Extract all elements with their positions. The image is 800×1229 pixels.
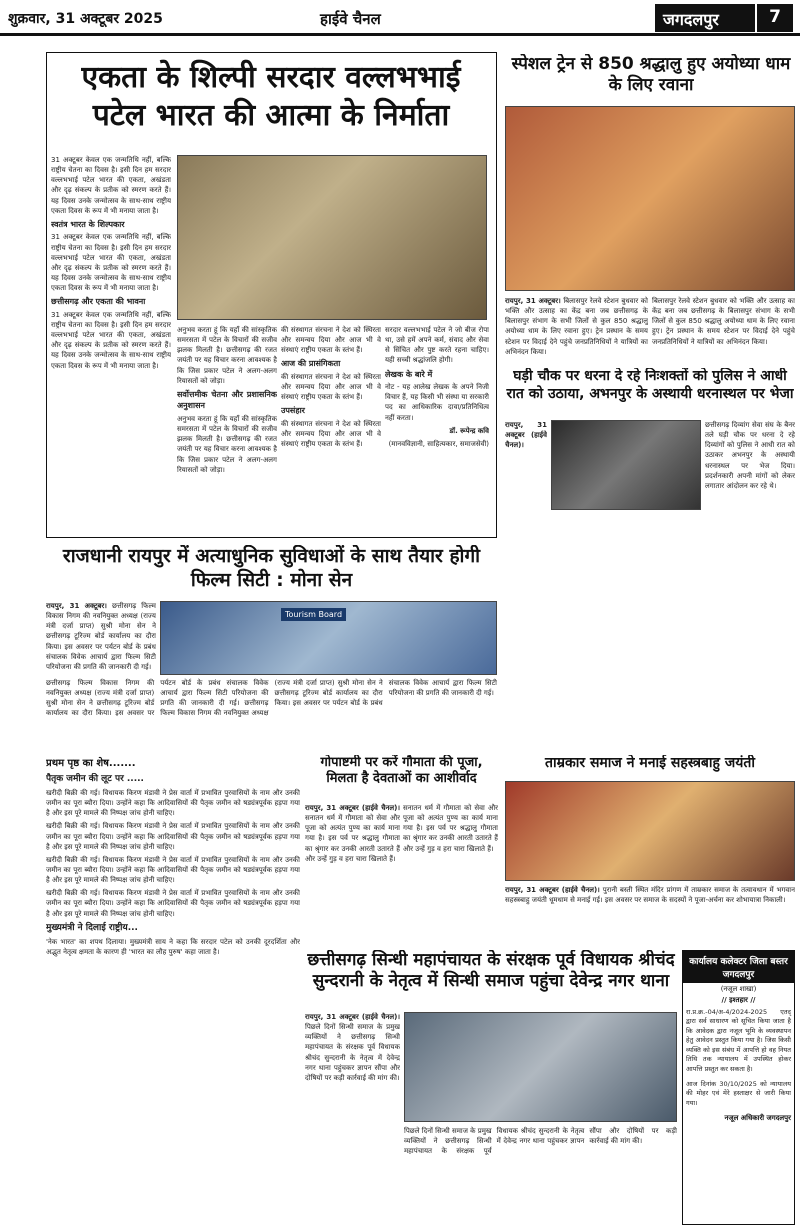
story-sindhi-col1 (305, 1012, 400, 1224)
notice-title: कार्यालय कलेक्टर जिला बस्तर जगदलपुर (683, 951, 794, 983)
story-train-col2 (652, 296, 795, 362)
story-patel-sub6: लेखक के बारे में (385, 369, 433, 379)
protest-photo (551, 420, 701, 510)
story-patel-col4 (385, 325, 489, 535)
story-filmcity-body2: छत्तीसगढ़ फिल्म विकास निगम की नवनियुक्त अध्यक्ष (राज्य मंत्री दर्जा प्राप्त) सुश्री मोना सेन ने छत्तीसगढ़ टूरिज्म बोर्ड कार्यालय का दौरा किया। इस अवसर पर पर्यटन बोर्ड के प्रबंध संचालक विवेक आचार्य द्वारा फिल्म सिटी परियोजना की प्रगति की जानकारी दी गई। (46, 679, 269, 718)
story-patel-col2-text2: अनुभव करता हूं कि यहाँ की सांस्कृतिक समरसता में पटेल के विचारों की सजीव झलक मिलती है। छत्तीसगढ़ की रजत जयंती पर यह विचार करना आवश्यक है कि जिस प्रकार पटेल ने अलग-अलग रियासतों को जोड़ा। (177, 415, 277, 474)
story-continued (46, 755, 300, 1225)
tourism-board-banner: Tourism Board (281, 608, 346, 621)
story-protest-dateline: रायपुर, 31 अक्टूबर (हाईवे चैनल)। (505, 421, 547, 450)
train-departure-photo (505, 106, 795, 291)
story-patel-col3-text3: की संस्थागत संरचना ने देश को स्थिरता और समन्वय दिया और आज भी वे संस्थाएं राष्ट्रीय एकता के स्तंभ हैं। (281, 420, 381, 449)
sindhi-delegation-photo (404, 1012, 677, 1122)
story-patel-col3 (281, 325, 381, 535)
story-protest-body: छत्तीसगढ़ दिव्यांग सेवा संघ के बैनर तले घड़ी चौक पर धरना दे रहे दिव्यांगों को पुलिस ने आधी रात को उठाकर अभनपुर के अस्थायी धरनास्थल पर भेज दिया। प्रदर्शनकारी अपनी मांगों को लेकर लगातार आंदोलन कर रहे थे। (705, 421, 795, 490)
story-patel-sub4: आज की प्रासंगिकता (281, 359, 341, 369)
story-patel-note: नोट - यह आलेख लेखक के अपने निजी विचार हैं, यह किसी भी संस्था या सरकारी पद का आधिकारिक दावा/प्रतिनिधित्व नहीं करता। (385, 383, 489, 422)
story-patel-sub3: सर्वोत्तमीक चेतना और प्रशासनिक अनुशासन (177, 389, 277, 411)
story-gopashtami-col2 (403, 803, 498, 943)
story-protest-headline: घड़ी चौक पर धरना दे रहे निःशक्तों को पुलिस ने आधी रात को उठाया, अभनपुर के अस्थायी धरनास्थल पर भेजा (506, 368, 794, 402)
continued-body2: 'नेक भारत' का शपथ दिलाया। मुख्यमंत्री साय ने कहा कि सरदार पटेल को उनकी दूरदर्शिता और अद्भुत नेतृत्व क्षमता के कारण ही 'भारत का लौह पुरुष' कहा जाता है। (46, 937, 300, 956)
story-filmcity-cont (46, 678, 497, 750)
story-sindhi-dateline: रायपुर, 31 अक्टूबर (हाईवे चैनल)। (305, 1013, 400, 1021)
story-sindhi-headline: छत्तीसगढ़ सिन्धी महापंचायत के संरक्षक पूर्व विधायक श्रीचंद सुन्दरानी के नेतृत्व में सिन्धी समाज पहुंचा देवेन्द्र नगर थाना (307, 950, 675, 992)
story-filmcity-body: छत्तीसगढ़ फिल्म विकास निगम की नवनियुक्त अध्यक्ष (राज्य मंत्री दर्जा प्राप्त) सुश्री मोना सेन ने छत्तीसगढ़ टूरिज्म बोर्ड कार्यालय का दौरा किया। इस अवसर पर पर्यटन बोर्ड के प्रबंध संचालक विवेक आचार्य द्वारा फिल्म सिटी परियोजना की प्रगति की जानकारी दी गई। (46, 602, 156, 671)
story-patel-col3-text2: की संस्थागत संरचना ने देश को स्थिरता और समन्वय दिया और आज भी वे संस्थाएं राष्ट्रीय एकता के स्तंभ हैं। (281, 373, 381, 402)
story-filmcity (46, 545, 497, 675)
collector-notice (682, 950, 795, 1225)
story-gopashtami-body: सनातन धर्म में गौमाता को सेवा और पूजा को अत्यंत पुण्य का कार्य माना गया है। इस पर्व पर श्रद्धालु गौमाता का श्रृंगार कर उनकी आरती उतारते हैं और उन्हें गुड़ व हरा चारा खिलाते हैं। (305, 814, 400, 863)
story-filmcity-headline: राजधानी रायपुर में अत्याधुनिक सुविधाओं के साथ तैयार होगी फिल्म सिटी : मोना सेन (62, 545, 481, 591)
continued-body1: खरीदी बिक्री की गई। विधायक किरण मंडावी ने प्रेस वार्ता में प्रभावित पुरवासियों के नाम और उनकी जमीन का पूरा ब्यौरा दिया। उन्होंने कहा कि आदिवासियों की पैतृक जमीन को षड्यंत्रपूर्वक हड़पा गया है और इस पूरे मामले की निष्पक्ष जांच होनी चाहिए। (46, 789, 300, 818)
continued-sub1: पैतृक जमीन की लूट पर ..... (46, 774, 144, 784)
continued-body1c: खरीदी बिक्री की गई। विधायक किरण मंडावी ने प्रेस वार्ता में प्रभावित पुरवासियों के नाम और उनकी जमीन का पूरा ब्यौरा दिया। उन्होंने कहा कि आदिवासियों की पैतृक जमीन को षड्यंत्रपूर्वक हड़पा गया है और इस पूरे मामले की निष्पक्ष जांच होनी चाहिए। (46, 855, 300, 885)
story-gopashtami-dateline: रायपुर, 31 अक्टूबर (हाईवे चैनल)। (305, 804, 400, 812)
story-train-col1 (505, 296, 648, 362)
continued-body1b: खरीदी बिक्री की गई। विधायक किरण मंडावी ने प्रेस वार्ता में प्रभावित पुरवासियों के नाम और उनकी जमीन का पूरा ब्यौरा दिया। उन्होंने कहा कि आदिवासियों की पैतृक जमीन को षड्यंत्रपूर्वक हड़पा गया है और इस पूरे मामले की निष्पक्ष जांच होनी चाहिए। (46, 822, 300, 851)
story-patel-col2-text: अनुभव करता हूं कि यहाँ की सांस्कृतिक समरसता में पटेल के विचारों की सजीव झलक मिलती है। छत्तीसगढ़ की रजत जयंती पर यह विचार करना आवश्यक है कि जिस प्रकार पटेल ने अलग-अलग रियासतों को जोड़ा। (177, 326, 277, 385)
story-sindhi-cont (404, 1126, 677, 1224)
story-patel-col4-text: सरदार वल्लभभाई पटेल ने जो बीज रोपा था, उसे हमें अपने कर्म, संवाद और सेवा से सिंचित और पुष्ट करते रहना चाहिए। यही सच्ची श्रद्धांजलि होगी। (385, 326, 489, 365)
story-filmcity-body3: छत्तीसगढ़ फिल्म विकास निगम की नवनियुक्त अध्यक्ष (राज्य मंत्री दर्जा प्राप्त) सुश्री मोना सेन ने छत्तीसगढ़ टूरिज्म बोर्ड कार्यालय का दौरा किया। इस अवसर पर पर्यटन बोर्ड के प्रबंध संचालक विवेक आचार्य द्वारा फिल्म सिटी परियोजना की प्रगति की जानकारी दी गई। (160, 679, 497, 718)
story-patel-col1 (51, 155, 171, 535)
story-tamrakar-dateline: रायपुर, 31 अक्टूबर (हाईवे चैनल)। (505, 886, 600, 894)
story-tamrakar (505, 755, 795, 945)
story-protest (505, 368, 795, 546)
story-train-body2: बिलासपुर रेलवे स्टेशन बुधवार को भक्ति और उत्साह का केंद्र बना जब छत्तीसगढ़ के बिलासपुर संभाग के सभी जिलों से कुल 850 श्रद्धालु अयोध्या धाम के लिए रवाना हुए। ट्रेन प्रस्थान के समय स्टेशन पर विदाई देने पहुंचे जनप्रतिनिधियों ने यात्रियों का अभिनंदन किया। (652, 297, 795, 346)
continued-label: प्रथम पृष्ठ का शेष....... (46, 758, 136, 769)
story-filmcity-dateline: रायपुर, 31 अक्टूबर। (46, 602, 107, 610)
story-patel-sub2: छत्तीसगढ़ और एकता की भावना (51, 297, 146, 307)
tamrakar-event-photo (505, 781, 795, 881)
brand-name: हाईवे चैनल (320, 10, 381, 28)
story-patel (46, 52, 497, 538)
story-tamrakar-body-wrap (505, 885, 795, 943)
story-protest-col1 (505, 420, 547, 546)
filmcity-meeting-photo (160, 601, 497, 675)
story-patel-sub5: उपसंहार (281, 406, 305, 416)
page-number: 7 (757, 4, 793, 32)
story-gopashtami-body2: सनातन धर्म में गौमाता को सेवा और पूजा को अत्यंत पुण्य का कार्य माना गया है। इस पर्व पर श्रद्धालु गौमाता का श्रृंगार कर उनकी आरती उतारते हैं और उन्हें गुड़ व हरा चारा खिलाते हैं। (403, 804, 498, 853)
edition-city: जगदलपुर (655, 4, 755, 32)
story-tamrakar-headline: ताम्रकार समाज ने मनाई सहस्त्रबाहु जयंती (545, 755, 755, 771)
story-filmcity-col1 (46, 601, 156, 675)
story-patel-author-role: (मानवविज्ञानी, साहित्यकार, समाजसेवी) (388, 439, 489, 448)
notice-body: रा.प्र.क्र.-04/अ-4/2024-2025 एतद् द्वारा सर्व साधारण को सूचित किया जाता है कि आवेदक द्वारा नजूल भूमि के व्यवस्थापन हेतु आवेदन प्रस्तुत किया गया है। जिस किसी व्यक्ति को इस संबंध में आपत्ति हो वह नियत तिथि तक न्यायालय में उपस्थित होकर आपत्ति प्रस्तुत कर सकता है। (686, 1008, 791, 1073)
story-patel-col2 (177, 325, 277, 535)
story-patel-sub1: स्वतंत्र भारत के शिल्पकार (51, 219, 125, 229)
notice-subtitle: (नजूल शाखा) (720, 985, 757, 993)
story-patel-col3-text: की संस्थागत संरचना ने देश को स्थिरता और समन्वय दिया और आज भी वे संस्थाएं राष्ट्रीय एकता के स्तंभ हैं। (281, 326, 381, 355)
story-train-headline: स्पेशल ट्रेन से 850 श्रद्धालु हुए अयोध्या धाम के लिए रवाना (511, 54, 791, 96)
story-gopashtami (305, 755, 498, 945)
story-train (505, 52, 795, 362)
notice-date: आज दिनांक 30/10/2025 को न्यायालय की मोहर एवं मेरे हस्ताक्षर से जारी किया गया। (686, 1079, 791, 1107)
patel-tribute-photo (177, 155, 487, 320)
story-sindhi-body: पिछले दिनों सिन्धी समाज के प्रमुख व्यक्तियों ने छत्तीसगढ़ सिन्धी महापंचायत के संरक्षक पूर्व विधायक श्रीचंद सुन्दरानी के नेतृत्व में देवेन्द्र नगर थाना पहुंचकर ज्ञापन सौंपा और दोषियों पर कड़ी कार्रवाई की मांग की। (305, 1023, 400, 1082)
story-gopashtami-col1 (305, 803, 400, 943)
story-sindhi-body2: पिछले दिनों सिन्धी समाज के प्रमुख व्यक्तियों ने छत्तीसगढ़ सिन्धी महापंचायत के संरक्षक पूर्व विधायक श्रीचंद सुन्दरानी के नेतृत्व में देवेन्द्र नगर थाना पहुंचकर ज्ञापन सौंपा और दोषियों पर कड़ी कार्रवाई की मांग की। (404, 1127, 677, 1156)
story-train-dateline: रायपुर, 31 अक्टूबर। (505, 297, 561, 305)
story-protest-col2 (705, 420, 795, 546)
story-patel-author: डॉ. रूपेन्द्र कवि (449, 426, 489, 435)
continued-body1d: खरीदी बिक्री की गई। विधायक किरण मंडावी ने प्रेस वार्ता में प्रभावित पुरवासियों के नाम और उनकी जमीन का पूरा ब्यौरा दिया। उन्होंने कहा कि आदिवासियों की पैतृक जमीन को षड्यंत्रपूर्वक हड़पा गया है और इस पूरे मामले की निष्पक्ष जांच होनी चाहिए। (46, 889, 300, 918)
masthead (0, 0, 800, 36)
continued-body (46, 773, 300, 1223)
notice-label: // इश्तहार // (721, 996, 756, 1004)
story-patel-col1-text2: 31 अक्टूबर केवल एक जन्मतिथि नहीं, बल्कि राष्ट्रीय चेतना का दिवस है। इसी दिन हम सरदार वल्लभभाई पटेल भारत की एकता, अखंडता और दृढ़ संकल्प के प्रतीक को स्मरण करते हैं। यह दिवस उनके जन्मोत्सव के साथ-साथ राष्ट्रीय एकता दिवस के रूप में भी मनाया जाता है। (51, 233, 171, 293)
continued-sub2: मुख्यमंत्री ने दिलाई राष्ट्रीय... (46, 922, 138, 933)
story-patel-col1-text3: 31 अक्टूबर केवल एक जन्मतिथि नहीं, बल्कि राष्ट्रीय चेतना का दिवस है। इसी दिन हम सरदार वल्लभभाई पटेल भारत की एकता, अखंडता और दृढ़ संकल्प के प्रतीक को स्मरण करते हैं। यह दिवस उनके जन्मोत्सव के साथ-साथ राष्ट्रीय एकता दिवस के रूप में भी मनाया जाता है। (51, 310, 171, 370)
story-train-body: बिलासपुर रेलवे स्टेशन बुधवार को भक्ति और उत्साह का केंद्र बना जब छत्तीसगढ़ के बिलासपुर संभाग के सभी जिलों से कुल 850 श्रद्धालु अयोध्या धाम के लिए रवाना हुए। ट्रेन प्रस्थान के समय स्टेशन पर विदाई देने पहुंचे जनप्रतिनिधियों ने यात्रियों का अभिनंदन किया। (505, 297, 648, 356)
story-patel-col1-text: 31 अक्टूबर केवल एक जन्मतिथि नहीं, बल्कि राष्ट्रीय चेतना का दिवस है। इसी दिन हम सरदार वल्लभभाई पटेल भारत की एकता, अखंडता और दृढ़ संकल्प के प्रतीक को स्मरण करते हैं। यह दिवस उनके जन्मोत्सव के साथ-साथ राष्ट्रीय एकता दिवस के रूप में भी मनाया जाता है। (51, 156, 171, 215)
issue-date: शुक्रवार, 31 अक्टूबर 2025 (8, 11, 163, 27)
notice-sign: नजूल अधिकारी जगदलपुर (724, 1114, 791, 1123)
story-tamrakar-body: पुरानी बस्ती स्थित मंदिर प्रांगण में ताम्रकार समाज के तत्वावधान में भगवान सहस्त्रबाहु जयंती धूमधाम से मनाई गई। इस अवसर पर समाज के सदस्यों ने पूजा-अर्चना कर शोभायात्रा निकाली। (505, 886, 795, 905)
story-gopashtami-headline: गोपाष्टमी पर करें गौमाता की पूजा, मिलता है देवताओं का आशीर्वाद (320, 755, 483, 787)
story-patel-headline: एकता के शिल्पी सरदार वल्लभभाई पटेल भारत की आत्मा के निर्माता (81, 60, 461, 133)
story-sindhi (305, 950, 677, 1225)
